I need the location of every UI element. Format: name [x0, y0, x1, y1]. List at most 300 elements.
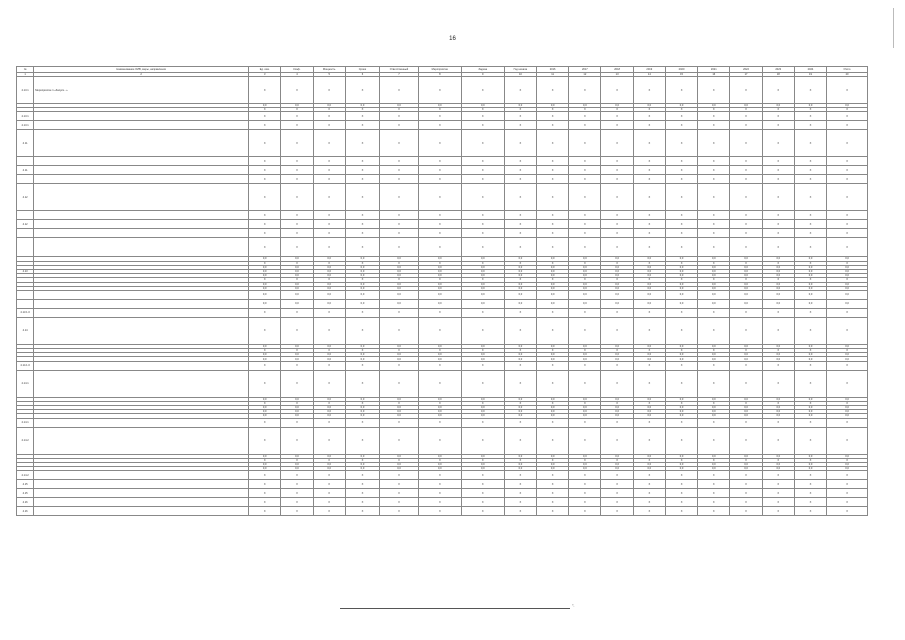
table-cell: X: [762, 108, 794, 112]
table-cell: X: [281, 471, 313, 480]
table-cell: X: [313, 370, 345, 397]
column-number: 1: [17, 73, 34, 77]
table-cell: 0,0: [827, 274, 868, 278]
table-cell: X: [601, 77, 633, 104]
table-cell: 0,0: [281, 406, 313, 410]
table-cell: X: [461, 229, 504, 238]
table-cell: X: [313, 229, 345, 238]
row-code: 4.15: [17, 489, 34, 498]
table-cell: X: [633, 361, 665, 370]
table-cell: X: [827, 317, 868, 344]
table-cell: 0,0: [418, 265, 461, 269]
table-cell: 0,0: [537, 406, 569, 410]
table-cell: X: [569, 261, 601, 265]
table-cell: X: [249, 121, 281, 130]
table-cell: X: [345, 229, 379, 238]
table-cell: X: [281, 427, 313, 454]
table-cell: X: [827, 480, 868, 489]
table-cell: 0,0: [345, 357, 379, 361]
table-cell: X: [827, 418, 868, 427]
table-cell: X: [461, 418, 504, 427]
table-cell: 0,0: [601, 353, 633, 357]
table-cell: 0,0: [345, 282, 379, 286]
table-cell: 0,0: [537, 282, 569, 286]
table-cell: X: [249, 238, 281, 257]
table-cell: 0,0: [313, 290, 345, 299]
table-cell: 0,0: [281, 257, 313, 261]
table-cell: 0,0: [249, 290, 281, 299]
table-cell: 0,0: [827, 104, 868, 108]
table-cell: X: [345, 77, 379, 104]
table-cell: 0,0: [345, 414, 379, 418]
table-cell: X: [418, 427, 461, 454]
table-cell: X: [827, 361, 868, 370]
table-cell: X: [633, 458, 665, 462]
table-row: [17, 175, 868, 184]
footnote-separator: [340, 608, 570, 609]
table-cell: X: [762, 427, 794, 454]
table-cell: X: [601, 401, 633, 405]
table-cell: X: [537, 166, 569, 175]
row-code: [17, 238, 34, 257]
table-cell: X: [418, 175, 461, 184]
table-cell: X: [698, 507, 730, 516]
table-cell: X: [281, 308, 313, 317]
table-cell: 0,0: [313, 104, 345, 108]
table-cell: X: [418, 261, 461, 265]
table-cell: 0,0: [698, 357, 730, 361]
column-header: №: [17, 67, 34, 73]
table-cell: X: [698, 184, 730, 211]
table-cell: 0,0: [537, 290, 569, 299]
table-cell: 0,0: [665, 357, 697, 361]
table-cell: 0,0: [249, 397, 281, 401]
table-cell: X: [281, 349, 313, 353]
table-cell: X: [762, 498, 794, 507]
table-cell: X: [418, 418, 461, 427]
row-code: 4.13: [17, 269, 34, 273]
row-code: 4.14: [17, 317, 34, 344]
table-cell: X: [794, 77, 826, 104]
table-cell: X: [313, 261, 345, 265]
table-cell: 0,0: [633, 467, 665, 471]
table-cell: X: [665, 261, 697, 265]
table-cell: X: [601, 361, 633, 370]
table-cell: X: [601, 166, 633, 175]
table-cell: X: [380, 166, 419, 175]
table-cell: X: [730, 418, 762, 427]
table-cell: X: [762, 370, 794, 397]
table-cell: X: [461, 211, 504, 220]
table-cell: 0,0: [665, 104, 697, 108]
table-cell: 0,0: [633, 269, 665, 273]
table-cell: X: [249, 130, 281, 157]
table-cell: X: [730, 220, 762, 229]
table-cell: X: [461, 427, 504, 454]
table-cell: 0,0: [762, 257, 794, 261]
table-cell: 0,0: [504, 353, 536, 357]
table-cell: 0,0: [345, 299, 379, 308]
table-cell: X: [537, 261, 569, 265]
table-cell: X: [313, 361, 345, 370]
table-cell: X: [313, 349, 345, 353]
table-cell: X: [380, 507, 419, 516]
table-cell: 0,0: [730, 282, 762, 286]
table-cell: X: [827, 220, 868, 229]
table-cell: X: [698, 401, 730, 405]
table-cell: 0,0: [762, 353, 794, 357]
column-number: 8: [418, 73, 461, 77]
table-cell: 0,0: [380, 104, 419, 108]
table-cell: X: [794, 458, 826, 462]
table-cell: X: [794, 220, 826, 229]
table-cell: X: [794, 418, 826, 427]
row-name: [34, 229, 249, 238]
table-cell: X: [345, 211, 379, 220]
table-cell: X: [537, 238, 569, 257]
row-code: 4.13.1.0: [17, 308, 34, 317]
table-cell: X: [762, 157, 794, 166]
table-cell: X: [698, 361, 730, 370]
table-cell: X: [601, 471, 633, 480]
table-cell: X: [345, 220, 379, 229]
table-cell: X: [633, 175, 665, 184]
table-cell: 0,0: [537, 344, 569, 348]
table-cell: X: [418, 112, 461, 121]
table-cell: 0,0: [698, 265, 730, 269]
table-cell: X: [345, 361, 379, 370]
table-cell: X: [313, 130, 345, 157]
table-cell: X: [601, 489, 633, 498]
table-cell: X: [665, 317, 697, 344]
table-cell: 0,0: [794, 269, 826, 273]
table-row: [17, 317, 868, 344]
table-cell: 0,0: [698, 467, 730, 471]
table-cell: X: [504, 175, 536, 184]
table-cell: 0,0: [380, 467, 419, 471]
table-cell: X: [418, 211, 461, 220]
table-cell: 0,0: [345, 344, 379, 348]
table-cell: 0,0: [762, 104, 794, 108]
table-cell: X: [537, 458, 569, 462]
table-cell: 0,0: [461, 274, 504, 278]
table-cell: X: [698, 458, 730, 462]
table-cell: 0,0: [762, 282, 794, 286]
table-cell: X: [281, 498, 313, 507]
table-cell: X: [504, 427, 536, 454]
column-header: 2020: [665, 67, 697, 73]
table-cell: 0,0: [345, 286, 379, 290]
table-cell: 0,0: [313, 397, 345, 401]
table-cell: X: [827, 471, 868, 480]
table-cell: X: [418, 401, 461, 405]
table-cell: X: [380, 211, 419, 220]
table-cell: X: [313, 238, 345, 257]
table-cell: X: [633, 401, 665, 405]
table-cell: 0,0: [827, 344, 868, 348]
table-cell: X: [730, 489, 762, 498]
column-number: 15: [665, 73, 697, 77]
table-cell: X: [281, 238, 313, 257]
table-cell: X: [665, 427, 697, 454]
table-cell: X: [461, 261, 504, 265]
row-name: [34, 220, 249, 229]
table-cell: 0,0: [633, 353, 665, 357]
column-number: 18: [762, 73, 794, 77]
table-cell: X: [569, 349, 601, 353]
table-cell: X: [698, 238, 730, 257]
table-cell: X: [633, 220, 665, 229]
table-cell: 0,0: [345, 269, 379, 273]
table-cell: 0,0: [762, 286, 794, 290]
table-cell: X: [345, 238, 379, 257]
table-cell: X: [569, 157, 601, 166]
table-cell: X: [249, 427, 281, 454]
table-cell: X: [504, 498, 536, 507]
table-cell: X: [345, 480, 379, 489]
table-cell: X: [380, 261, 419, 265]
table-cell: X: [249, 157, 281, 166]
row-name: [34, 370, 249, 397]
table-cell: 0,0: [762, 410, 794, 414]
table-cell: X: [313, 220, 345, 229]
table-cell: 0,0: [762, 357, 794, 361]
table-cell: X: [827, 184, 868, 211]
table-row: [17, 299, 868, 308]
table-cell: 0,0: [461, 353, 504, 357]
table-cell: X: [665, 480, 697, 489]
table-cell: X: [380, 184, 419, 211]
table-cell: X: [380, 108, 419, 112]
table-cell: X: [665, 489, 697, 498]
table-cell: 0,0: [827, 414, 868, 418]
table-cell: X: [249, 229, 281, 238]
table-cell: X: [794, 370, 826, 397]
table-cell: X: [827, 112, 868, 121]
table-cell: X: [461, 458, 504, 462]
table-cell: X: [665, 77, 697, 104]
table-cell: 0,0: [418, 344, 461, 348]
table-cell: X: [249, 498, 281, 507]
table-cell: X: [762, 130, 794, 157]
table-cell: 0,0: [827, 290, 868, 299]
table-cell: X: [665, 220, 697, 229]
table-cell: 0,0: [380, 274, 419, 278]
table-cell: X: [380, 498, 419, 507]
column-header: 2023: [762, 67, 794, 73]
table-cell: 0,0: [730, 344, 762, 348]
table-cell: X: [537, 418, 569, 427]
table-cell: X: [380, 471, 419, 480]
table-cell: X: [537, 229, 569, 238]
table-cell: 0,0: [504, 344, 536, 348]
table-cell: 0,0: [762, 290, 794, 299]
table-cell: 0,0: [665, 344, 697, 348]
table-row: [17, 361, 868, 370]
table-cell: X: [313, 77, 345, 104]
table-cell: X: [569, 471, 601, 480]
table-cell: X: [249, 112, 281, 121]
row-code: 4.11: [17, 166, 34, 175]
table-cell: X: [569, 361, 601, 370]
table-cell: 0,0: [730, 274, 762, 278]
table-cell: 0,0: [504, 286, 536, 290]
table-cell: 0,0: [418, 410, 461, 414]
table-cell: 0,0: [504, 467, 536, 471]
table-cell: X: [827, 175, 868, 184]
table-cell: X: [537, 157, 569, 166]
table-cell: 0,0: [504, 406, 536, 410]
table-cell: X: [461, 489, 504, 498]
table-cell: X: [730, 458, 762, 462]
table-cell: X: [418, 77, 461, 104]
table-cell: X: [730, 308, 762, 317]
table-cell: X: [281, 108, 313, 112]
table-cell: X: [827, 308, 868, 317]
table-cell: 0,0: [730, 286, 762, 290]
table-row: [17, 220, 868, 229]
table-cell: X: [418, 166, 461, 175]
row-code: 4.14.1: [17, 418, 34, 427]
table-cell: X: [569, 220, 601, 229]
row-code: 4.15: [17, 480, 34, 489]
table-cell: 0,0: [569, 290, 601, 299]
table-cell: 0,0: [461, 344, 504, 348]
table-cell: X: [249, 480, 281, 489]
row-code: 4.14.2: [17, 471, 34, 480]
table-cell: X: [827, 121, 868, 130]
table-cell: X: [665, 238, 697, 257]
table-cell: 0,0: [281, 467, 313, 471]
row-code: [17, 157, 34, 166]
table-cell: X: [665, 507, 697, 516]
table-cell: X: [762, 361, 794, 370]
table-cell: X: [461, 278, 504, 282]
table-cell: X: [281, 278, 313, 282]
table-cell: X: [762, 77, 794, 104]
table-cell: 0,0: [569, 467, 601, 471]
table-cell: 0,0: [794, 257, 826, 261]
table-cell: X: [698, 121, 730, 130]
table-cell: 0,0: [633, 357, 665, 361]
table-cell: 0,0: [281, 462, 313, 466]
row-code: [17, 175, 34, 184]
table-cell: 0,0: [281, 344, 313, 348]
table-cell: 0,0: [569, 406, 601, 410]
table-cell: X: [762, 471, 794, 480]
table-cell: 0,0: [380, 299, 419, 308]
table-cell: X: [633, 471, 665, 480]
table-cell: 0,0: [313, 282, 345, 286]
row-name: [34, 299, 249, 308]
table-cell: X: [665, 361, 697, 370]
table-cell: 0,0: [537, 462, 569, 466]
table-cell: X: [601, 458, 633, 462]
table-cell: X: [249, 458, 281, 462]
table-cell: X: [345, 166, 379, 175]
table-cell: X: [249, 175, 281, 184]
table-cell: 0,0: [601, 299, 633, 308]
table-cell: 0,0: [730, 397, 762, 401]
table-cell: 0,0: [537, 410, 569, 414]
row-code: 4.12: [17, 220, 34, 229]
table-cell: X: [345, 471, 379, 480]
table-cell: X: [504, 418, 536, 427]
table-cell: X: [665, 166, 697, 175]
table-cell: 0,0: [537, 286, 569, 290]
table-cell: X: [601, 427, 633, 454]
table-cell: X: [794, 489, 826, 498]
row-name: [34, 175, 249, 184]
table-row: [17, 112, 868, 121]
table-cell: X: [601, 238, 633, 257]
table-cell: X: [380, 370, 419, 397]
table-row: [17, 184, 868, 211]
table-cell: 0,0: [569, 462, 601, 466]
table-cell: 0,0: [762, 269, 794, 273]
row-code: 4.13.1: [17, 121, 34, 130]
table-cell: 0,0: [461, 410, 504, 414]
table-cell: 0,0: [418, 286, 461, 290]
table-cell: X: [504, 480, 536, 489]
table-row: [17, 498, 868, 507]
table-cell: X: [537, 130, 569, 157]
table-cell: 0,0: [730, 265, 762, 269]
table-cell: X: [345, 112, 379, 121]
table-cell: 0,0: [569, 353, 601, 357]
table-cell: X: [313, 489, 345, 498]
table-cell: X: [537, 121, 569, 130]
table-cell: 0,0: [665, 410, 697, 414]
table-cell: X: [461, 184, 504, 211]
table-cell: X: [762, 211, 794, 220]
table-cell: 0,0: [665, 467, 697, 471]
table-cell: 0,0: [461, 462, 504, 466]
table-cell: 0,0: [313, 462, 345, 466]
column-number: 5: [313, 73, 345, 77]
table-cell: X: [504, 238, 536, 257]
table-cell: X: [698, 498, 730, 507]
table-cell: X: [730, 121, 762, 130]
table-cell: X: [313, 108, 345, 112]
table-cell: 0,0: [762, 454, 794, 458]
table-row: [17, 418, 868, 427]
table-cell: X: [313, 317, 345, 344]
table-cell: X: [698, 418, 730, 427]
table-cell: 0,0: [281, 290, 313, 299]
table-cell: 0,0: [601, 282, 633, 286]
table-cell: X: [345, 317, 379, 344]
table-cell: X: [794, 238, 826, 257]
table-cell: 0,0: [281, 274, 313, 278]
table-cell: 0,0: [504, 299, 536, 308]
table-cell: X: [730, 175, 762, 184]
row-code: 4.11: [17, 130, 34, 157]
table-cell: 0,0: [504, 414, 536, 418]
table-cell: 0,0: [730, 290, 762, 299]
table-cell: X: [665, 308, 697, 317]
table-cell: X: [313, 157, 345, 166]
table-row: [17, 130, 868, 157]
table-cell: 0,0: [281, 269, 313, 273]
table-cell: 0,0: [569, 454, 601, 458]
table-cell: X: [461, 238, 504, 257]
table-cell: X: [601, 130, 633, 157]
table-cell: 0,0: [665, 269, 697, 273]
table-cell: X: [794, 175, 826, 184]
table-cell: X: [345, 507, 379, 516]
row-code: 4.16: [17, 507, 34, 516]
